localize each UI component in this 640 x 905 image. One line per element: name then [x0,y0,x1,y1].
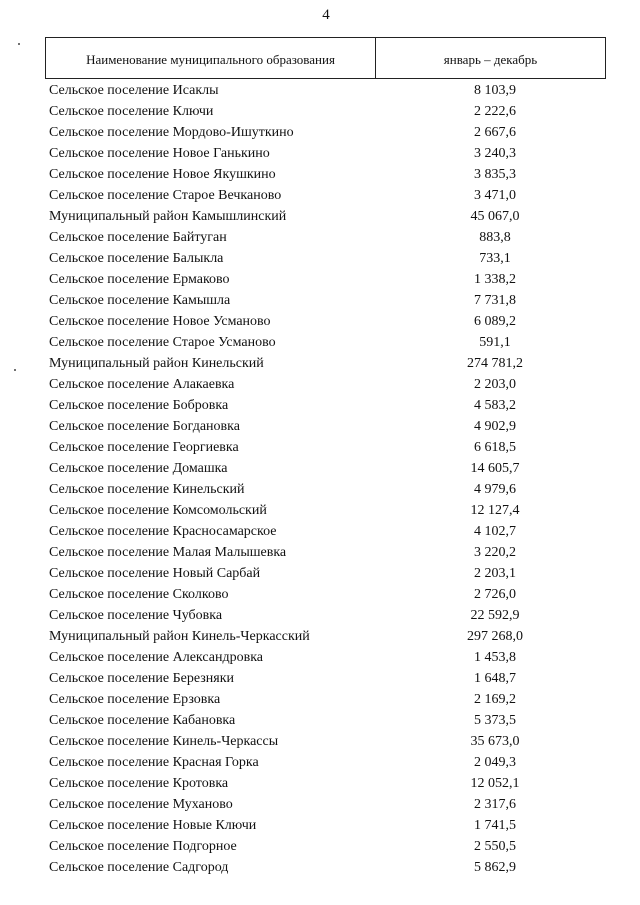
municipality-name: Сельское поселение Новое Якушкино [49,167,276,182]
header-name-column: Наименование муниципального образования [46,38,376,78]
municipality-name: Сельское поселение Муханово [49,797,233,812]
municipality-name: Муниципальный район Кинельский [49,356,264,371]
period-value: 5 373,5 [474,713,516,728]
period-value: 2 203,1 [474,566,516,581]
period-value: 2 049,3 [474,755,516,770]
period-value: 1 648,7 [474,671,516,686]
table-row [0,458,640,479]
municipality-name: Сельское поселение Домашка [49,461,228,476]
table-row [0,647,640,668]
table-row [0,332,640,353]
table-row [0,836,640,857]
table-row [0,227,640,248]
municipality-name: Сельское поселение Бобровка [49,398,229,413]
table-row [0,794,640,815]
municipality-name: Сельское поселение Богдановка [49,419,240,434]
period-value: 14 605,7 [470,461,520,476]
period-value: 1 453,8 [474,650,516,665]
municipality-name: Сельское поселение Кинель-Черкассы [49,734,279,749]
period-value: 274 781,2 [467,356,523,371]
table-row [0,353,640,374]
period-value: 733,1 [479,251,511,266]
municipality-name: Сельское поселение Новое Ганькино [49,146,270,161]
table-row [0,752,640,773]
municipality-name: Сельское поселение Ерзовка [49,692,221,707]
table-row [0,122,640,143]
municipality-name: Муниципальный район Кинель-Черкасский [49,629,310,644]
municipality-name: Сельское поселение Ермаково [49,272,230,287]
period-value: 1 741,5 [474,818,516,833]
municipality-name: Сельское поселение Малая Малышевка [49,545,287,560]
table-row [0,437,640,458]
period-value: 35 673,0 [470,734,520,749]
period-value: 4 902,9 [474,419,516,434]
period-value: 45 067,0 [470,209,520,224]
period-value: 4 583,2 [474,398,516,413]
table-row [0,101,640,122]
table-row [0,563,640,584]
municipality-name: Сельское поселение Ключи [49,104,214,119]
table-row [0,143,640,164]
period-value: 8 103,9 [474,83,516,98]
period-value: 2 726,0 [474,587,516,602]
municipality-name: Сельское поселение Балыкла [49,251,224,266]
municipality-name: Сельское поселение Георгиевка [49,440,239,455]
scan-speck [18,43,20,45]
table-row [0,773,640,794]
period-value: 2 550,5 [474,839,516,854]
period-value: 591,1 [479,335,511,350]
table-row [0,500,640,521]
table-row [0,584,640,605]
table-header [45,37,606,79]
municipality-name: Сельское поселение Новый Сарбай [49,566,261,581]
municipality-name: Сельское поселение Исаклы [49,83,219,98]
municipality-name: Сельское поселение Красная Горка [49,755,259,770]
period-value: 3 240,3 [474,146,516,161]
municipality-name: Сельское поселение Александровка [49,650,264,665]
municipality-name: Сельское поселение Садгород [49,860,229,875]
municipality-name: Муниципальный район Камышлинский [49,209,287,224]
period-value: 1 338,2 [474,272,516,287]
period-value: 6 618,5 [474,440,516,455]
period-value: 3 220,2 [474,545,516,560]
municipality-name: Сельское поселение Новые Ключи [49,818,257,833]
table-row [0,689,640,710]
period-value: 2 203,0 [474,377,516,392]
period-value: 6 089,2 [474,314,516,329]
table-row [0,269,640,290]
municipality-name: Сельское поселение Старое Усманово [49,335,276,350]
period-value: 2 222,6 [474,104,516,119]
table-row [0,395,640,416]
period-value: 12 127,4 [470,503,520,518]
municipality-name: Сельское поселение Кабановка [49,713,236,728]
period-value: 3 835,3 [474,167,516,182]
table-row [0,479,640,500]
period-value: 7 731,8 [474,293,516,308]
table-row [0,815,640,836]
table-row [0,206,640,227]
municipality-name: Сельское поселение Чубовка [49,608,223,623]
table-row [0,311,640,332]
period-value: 2 667,6 [474,125,516,140]
header-period-column: январь – декабрь [443,52,538,67]
municipality-name: Сельское поселение Новое Усманово [49,314,271,329]
period-value: 883,8 [479,230,511,245]
municipality-name: Сельское поселение Кротовка [49,776,229,791]
table-row [0,416,640,437]
municipality-name: Сельское поселение Алакаевка [49,377,235,392]
period-value: 2 317,6 [474,797,516,812]
period-value: 2 169,2 [474,692,516,707]
table-row [0,374,640,395]
page-number: 4 [322,7,330,23]
municipality-name: Сельское поселение Камышла [49,293,231,308]
municipality-name: Сельское поселение Березняки [49,671,235,686]
table-row [0,164,640,185]
table-row [0,80,640,101]
table-row [0,185,640,206]
table-row [0,605,640,626]
period-value: 297 268,0 [467,629,523,644]
municipality-name: Сельское поселение Старое Вечканово [49,188,282,203]
table-row [0,626,640,647]
municipality-name: Сельское поселение Красносамарское [49,524,277,539]
municipality-name: Сельское поселение Сколково [49,587,229,602]
table-row [0,248,640,269]
municipality-name: Сельское поселение Байтуган [49,230,227,245]
table-body [0,80,640,878]
period-value: 4 979,6 [474,482,516,497]
period-value: 3 471,0 [474,188,516,203]
municipality-name: Сельское поселение Мордово-Ишуткино [49,125,294,140]
table-row [0,857,640,878]
municipality-name: Сельское поселение Подгорное [49,839,237,854]
table-row [0,731,640,752]
period-value: 4 102,7 [474,524,516,539]
table-row [0,710,640,731]
table-row [0,668,640,689]
period-value: 12 052,1 [470,776,520,791]
period-value: 5 862,9 [474,860,516,875]
period-value: 22 592,9 [470,608,520,623]
table-row [0,290,640,311]
municipality-name: Сельское поселение Комсомольский [49,503,267,518]
table-row [0,542,640,563]
municipality-name: Сельское поселение Кинельский [49,482,245,497]
table-row [0,521,640,542]
